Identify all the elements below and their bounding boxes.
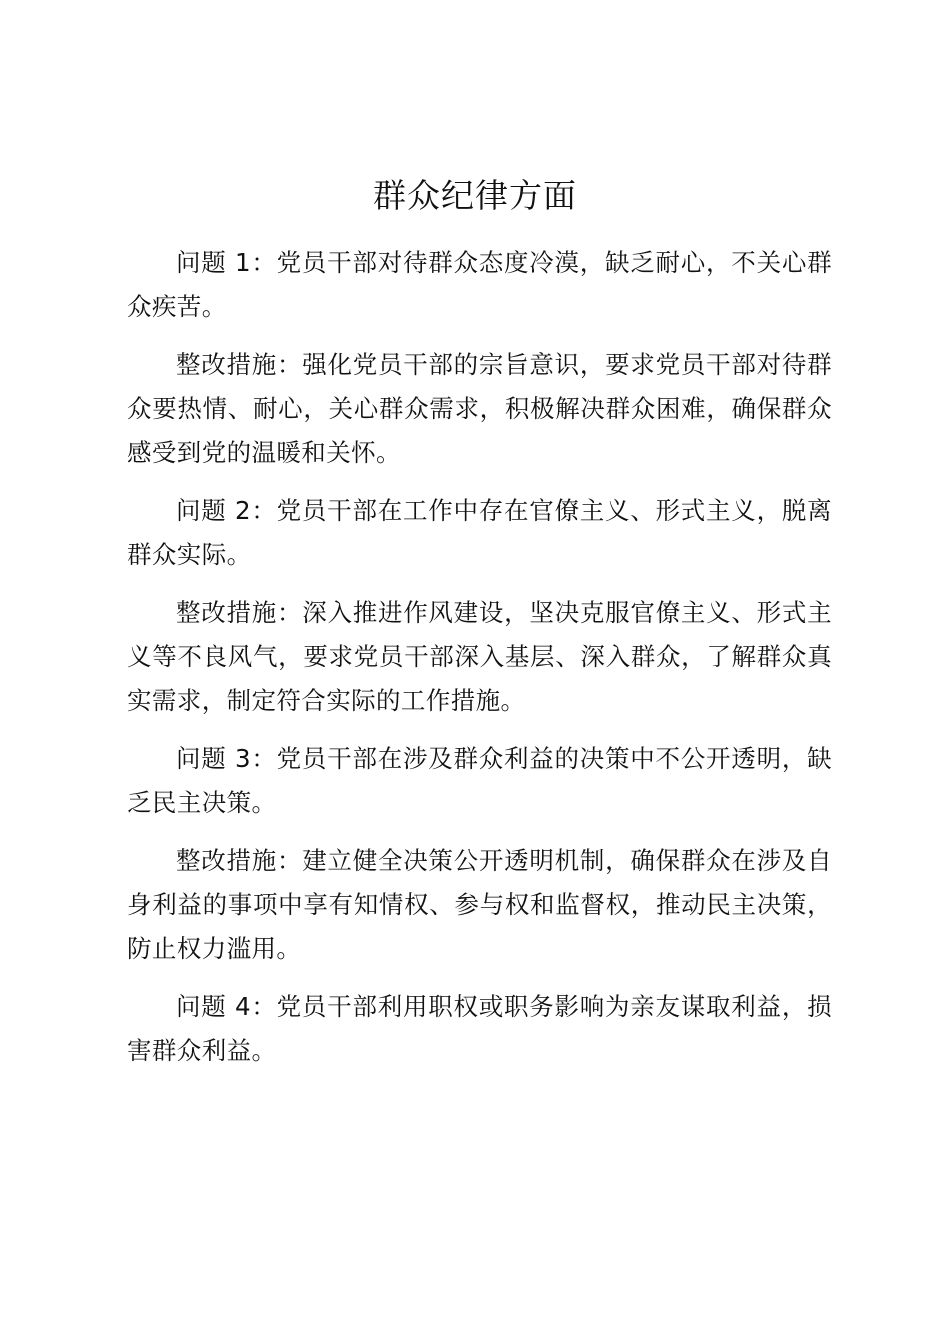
paragraph-measure-2: 整改措施：深入推进作风建设，坚决克服官僚主义、形式主义等不良风气，要求党员干部深入基层、深入群众，了解群众真实需求，制定符合实际的工作措施。 <box>127 598 832 715</box>
page-title: 群众纪律方面 <box>373 176 577 215</box>
document-body <box>127 241 832 1087</box>
paragraph-measure-3: 整改措施：建立健全决策公开透明机制，确保群众在涉及自身利益的事项中享有知情权、参与权和监督权，推动民主决策，防止权力滥用。 <box>127 846 832 963</box>
paragraph-problem-2: 问题 2：党员干部在工作中存在官僚主义、形式主义，脱离群众实际。 <box>127 496 832 569</box>
paragraph-problem-3: 问题 3：党员干部在涉及群众利益的决策中不公开透明，缺乏民主决策。 <box>127 744 832 817</box>
paragraph-problem-1: 问题 1：党员干部对待群众态度冷漠，缺乏耐心，不关心群众疾苦。 <box>127 248 832 321</box>
paragraph-measure-1: 整改措施：强化党员干部的宗旨意识，要求党员干部对待群众要热情、耐心，关心群众需求，积极解决群众困难，确保群众感受到党的温暖和关怀。 <box>127 350 832 467</box>
paragraph-problem-4: 问题 4：党员干部利用职权或职务影响为亲友谋取利益，损害群众利益。 <box>127 992 832 1065</box>
